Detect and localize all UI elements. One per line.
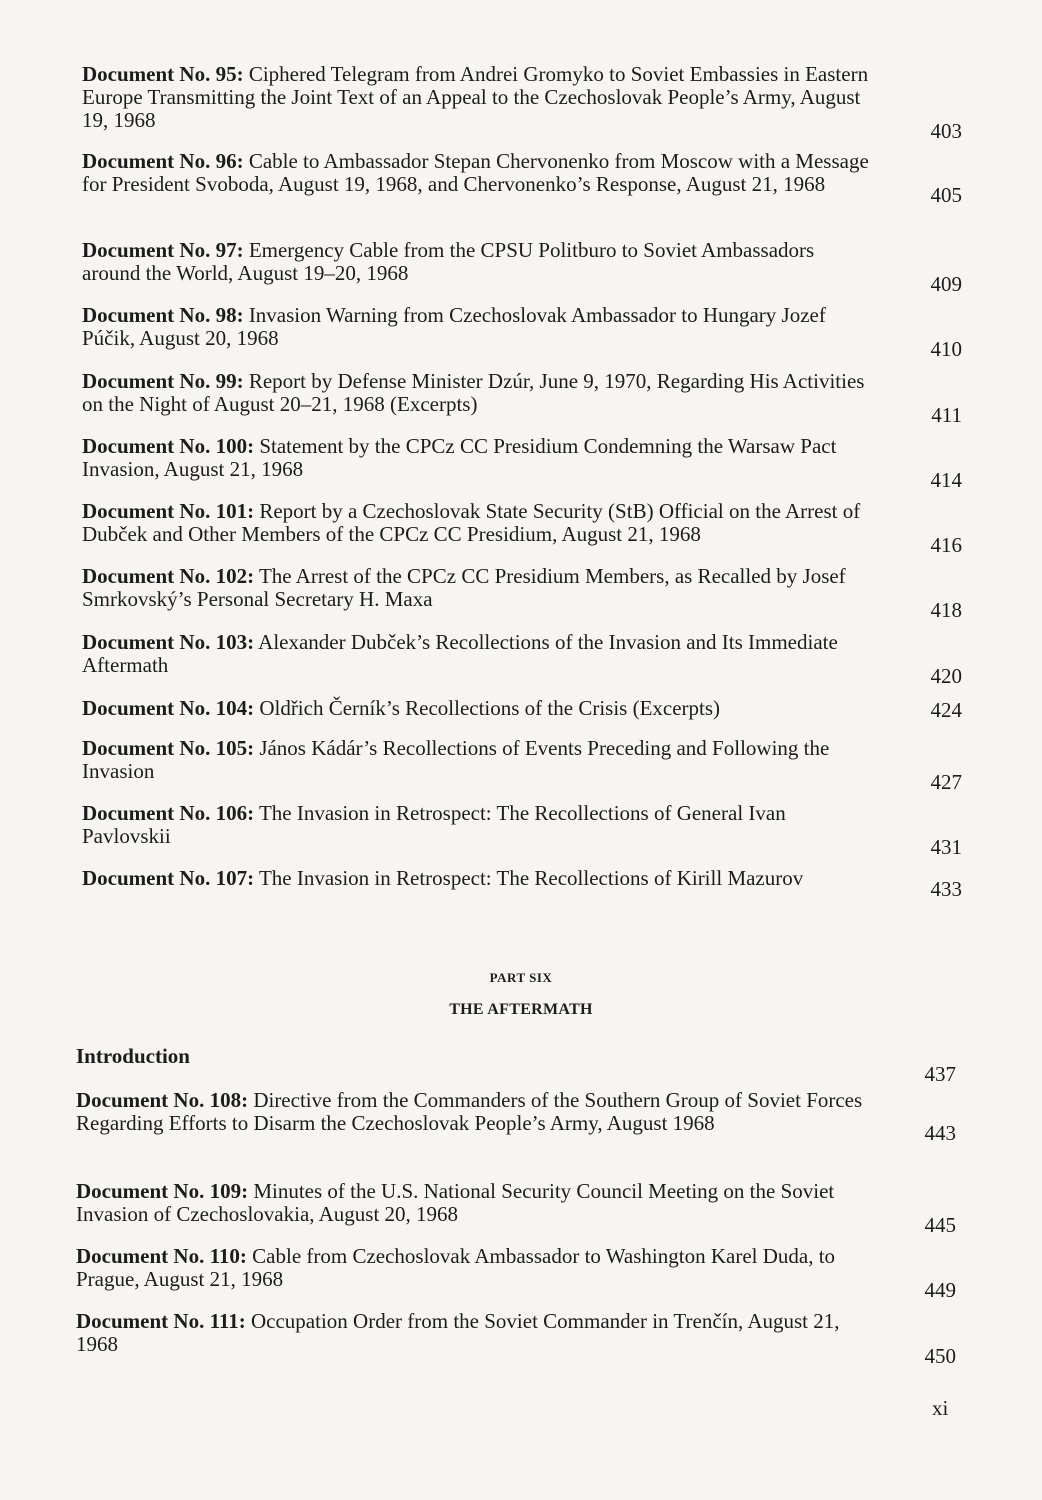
- page-number: 431: [930, 835, 962, 859]
- document-label: Document No. 102:: [82, 564, 255, 588]
- toc-entry: [82, 149, 962, 207]
- toc-entry: [82, 499, 962, 557]
- document-label: Document No. 108:: [76, 1088, 249, 1112]
- document-label: Document No. 105:: [82, 736, 255, 760]
- toc-entry: [82, 630, 962, 688]
- toc-entry: [76, 1179, 956, 1237]
- page-number: 445: [924, 1213, 956, 1237]
- document-title: Alexander Dubček’s Recollections of the Invasion and Its Immediate Aftermath: [82, 630, 838, 677]
- page-number: 449: [924, 1278, 956, 1302]
- toc-entry: [82, 564, 962, 622]
- toc-entry: [82, 434, 962, 492]
- toc-entry: [82, 303, 962, 361]
- document-title: The Invasion in Retrospect: The Recollections of Kirill Mazurov: [258, 866, 804, 890]
- document-label: Document No. 110:: [76, 1244, 247, 1268]
- page-number: 427: [930, 770, 962, 794]
- page-number: 433: [930, 877, 962, 901]
- document-title: Ciphered Telegram from Andrei Gromyko to Soviet Embassies in Eastern Europe Transmitting the Joint Text of an Appeal to the Czechoslovak People’s Army, August 19, 1968: [82, 62, 869, 132]
- document-label: Document No. 109:: [76, 1179, 249, 1203]
- toc-entry: [76, 1088, 956, 1145]
- page-number: 443: [924, 1121, 956, 1145]
- document-label: Document No. 106:: [82, 801, 255, 825]
- toc-entry: [82, 801, 962, 859]
- toc-entry: [82, 369, 962, 427]
- document-title: The Arrest of the CPCz CC Presidium Members, as Recalled by Josef Smrkovský’s Personal Secretary H. Maxa: [82, 564, 846, 611]
- toc-entry: [82, 866, 962, 901]
- page-folio: xi: [932, 1396, 949, 1420]
- document-label: Document No. 111:: [76, 1309, 246, 1333]
- page-number: 414: [930, 468, 962, 492]
- document-title: Minutes of the U.S. National Security Council Meeting on the Soviet Invasion of Czechoslovakia, August 20, 1968: [76, 1179, 835, 1226]
- toc-entry: [76, 1244, 956, 1302]
- document-title: Occupation Order from the Soviet Commander in Trenčín, August 21, 1968: [76, 1309, 840, 1356]
- document-label: Document No. 107:: [82, 866, 255, 890]
- document-title: Statement by the CPCz CC Presidium Condemning the Warsaw Pact Invasion, August 21, 1968: [82, 434, 837, 481]
- document-title: Directive from the Commanders of the Southern Group of Soviet Forces Regarding Efforts to Disarm the Czechoslovak People’s Army, August 1968: [76, 1088, 863, 1135]
- page-number: 437: [924, 1062, 956, 1086]
- part-title: THE AFTERMATH: [449, 1001, 593, 1018]
- page-number: 420: [930, 664, 962, 688]
- document-title: Invasion Warning from Czechoslovak Ambassador to Hungary Jozef Púčik, August 20, 1968: [82, 303, 826, 350]
- document-label: Document No. 100:: [82, 434, 255, 458]
- document-title: Emergency Cable from the CPSU Politburo to Soviet Ambassadors around the World, August 19–20, 1968: [82, 238, 815, 285]
- document-title: Oldřich Černík’s Recollections of the Crisis (Excerpts): [259, 696, 721, 720]
- document-label: Document No. 99:: [82, 369, 244, 393]
- document-label: Document No. 95:: [82, 62, 244, 86]
- document-title: Report by Defense Minister Dzúr, June 9, 1970, Regarding His Activities on the Night of August 20–21, 1968 (Excerpts): [82, 369, 865, 416]
- document-title: Report by a Czechoslovak State Security (StB) Official on the Arrest of Dubček and Other Members of the CPCz CC Presidium, August 21, 1968: [82, 499, 861, 546]
- introduction-label: Introduction: [76, 1044, 190, 1068]
- page-number: 403: [930, 119, 962, 143]
- part-label: PART SIX: [489, 970, 553, 985]
- document-label: Document No. 101:: [82, 499, 255, 523]
- toc-entry: [82, 62, 962, 143]
- page-number: 411: [931, 403, 962, 427]
- toc-entry: [82, 238, 962, 296]
- document-label: Document No. 104:: [82, 696, 255, 720]
- page-number: 424: [930, 698, 962, 722]
- document-label: Document No. 103:: [82, 630, 255, 654]
- document-label: Document No. 96:: [82, 149, 244, 173]
- page-number: 416: [930, 533, 962, 557]
- page-number: 450: [924, 1344, 956, 1368]
- document-title: János Kádár’s Recollections of Events Preceding and Following the Invasion: [82, 736, 830, 783]
- toc-entry: [82, 736, 962, 794]
- page-number: 405: [930, 183, 962, 207]
- toc-entry: [76, 1309, 956, 1368]
- toc-entry-introduction: [76, 1044, 956, 1086]
- page-number: 409: [930, 272, 962, 296]
- toc-entry: [82, 697, 962, 720]
- page-number: 418: [930, 598, 962, 622]
- document-title: Cable from Czechoslovak Ambassador to Washington Karel Duda, to Prague, August 21, 1968: [76, 1244, 836, 1291]
- document-label: Document No. 97:: [82, 238, 244, 262]
- document-label: Document No. 98:: [82, 303, 244, 327]
- document-title: Cable to Ambassador Stepan Chervonenko from Moscow with a Message for President Svoboda, August 19, 1968, and Chervonenko’s Response, August 21, 1968: [82, 149, 869, 196]
- document-title: The Invasion in Retrospect: The Recollections of General Ivan Pavlovskii: [82, 801, 786, 848]
- page-number: 410: [930, 337, 962, 361]
